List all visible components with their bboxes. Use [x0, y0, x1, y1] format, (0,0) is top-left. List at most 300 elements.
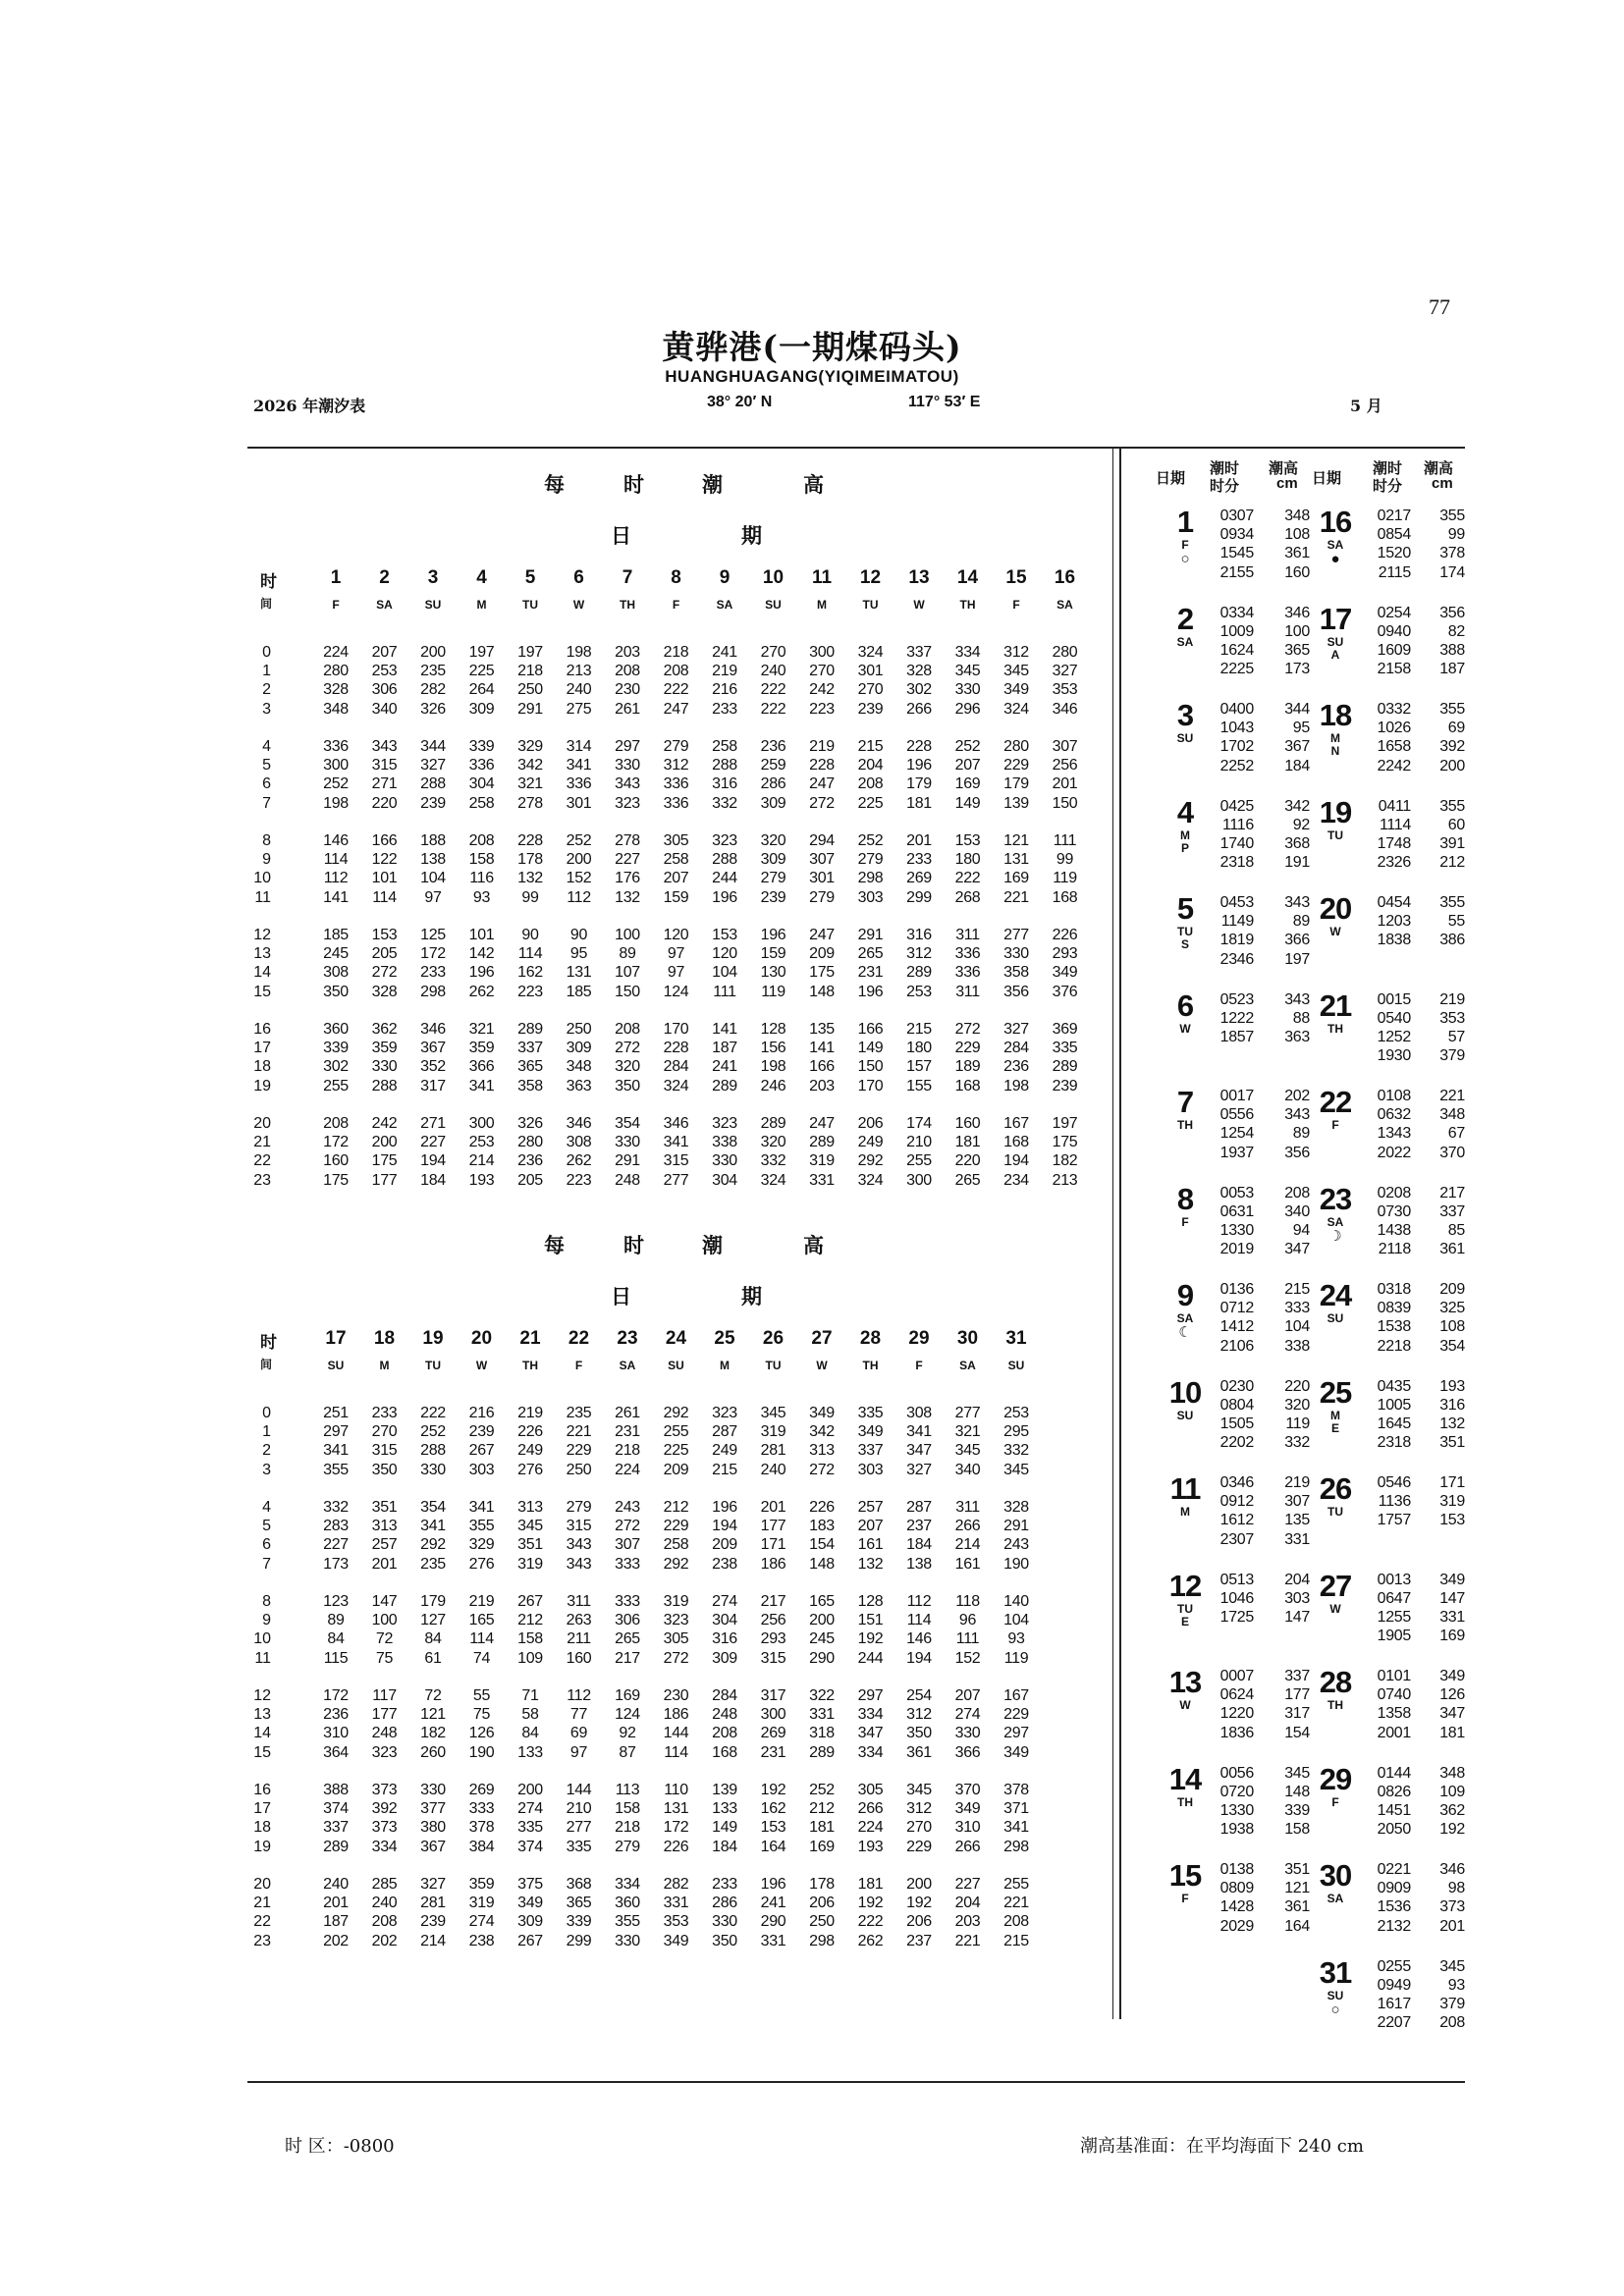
tide-height-cell: 252	[954, 738, 981, 755]
tide-heights: 348 108 361 160	[1284, 507, 1310, 581]
tide-height-cell: 207	[663, 870, 689, 887]
tide-height-cell: 208	[615, 663, 640, 680]
weekday: M	[476, 598, 487, 612]
tide-times: 0346 0912 1612 2307	[1219, 1474, 1254, 1548]
hour-label: 21	[253, 1895, 271, 1912]
tide-height-cell: 188	[420, 832, 446, 849]
tide-height-cell: 218	[615, 1819, 640, 1837]
tide-height-cell: 374	[517, 1838, 543, 1855]
tide-day-number: 22	[1319, 1085, 1352, 1119]
tide-height-cell: 318	[809, 1725, 835, 1742]
tide-height-cell: 258	[663, 1536, 689, 1554]
tide-height-cell: 328	[1003, 1499, 1029, 1516]
tide-height-cell: 135	[809, 1021, 835, 1038]
hour-label: 17	[253, 1040, 271, 1057]
day-number: 20	[470, 1328, 493, 1349]
weekday: SA	[716, 598, 733, 612]
tide-weekday: TU	[1327, 1505, 1343, 1519]
tide-height-cell: 201	[906, 832, 932, 849]
tide-height-cell: 341	[906, 1423, 932, 1441]
tide-height-cell: 279	[615, 1838, 640, 1855]
tide-height-cell: 354	[615, 1115, 640, 1132]
tide-height-cell: 261	[615, 1405, 640, 1421]
tide-height-cell: 153	[371, 927, 398, 943]
tide-height-cell: 327	[906, 1461, 932, 1478]
tide-height-cell: 335	[566, 1838, 592, 1855]
tide-height-cell: 306	[615, 1612, 640, 1629]
tide-height-cell: 392	[371, 1800, 398, 1818]
tide-height-cell: 151	[857, 1612, 884, 1629]
tide-height-cell: 324	[760, 1171, 786, 1189]
tide-height-cell: 313	[809, 1442, 835, 1460]
section-header-char: 每	[544, 472, 565, 497]
day-number: 6	[573, 567, 584, 588]
tide-height-cell: 312	[663, 757, 689, 774]
tide-height-cell: 285	[371, 1876, 398, 1893]
tide-height-cell: 132	[615, 888, 640, 906]
tide-height-cell: 305	[663, 1630, 689, 1648]
tide-height-cell: 158	[517, 1630, 543, 1648]
tide-height-cell: 280	[323, 663, 349, 680]
tide-height-cell: 323	[712, 1115, 737, 1132]
row-label-time: 间	[260, 1358, 273, 1371]
tide-height-cell: 99	[1056, 851, 1074, 869]
tide-height-cell: 336	[663, 794, 689, 812]
tide-height-cell: 203	[615, 644, 640, 661]
hour-label: 19	[253, 1077, 271, 1095]
tide-height-cell: 369	[1052, 1021, 1078, 1038]
row-label-hour: 时	[260, 572, 277, 592]
tide-height-cell: 324	[663, 1077, 689, 1095]
tide-height-cell: 72	[424, 1687, 442, 1704]
tide-height-cell: 323	[371, 1743, 398, 1761]
tide-weekday: SA	[1326, 1214, 1344, 1229]
tide-height-cell: 284	[663, 1058, 689, 1076]
tide-height-cell: 262	[857, 1932, 884, 1949]
tide-heights: 355 99 378 174	[1439, 507, 1465, 581]
tide-height-cell: 316	[712, 775, 737, 793]
tide-height-cell: 96	[958, 1612, 977, 1629]
day-number: 29	[908, 1328, 930, 1349]
tide-height-cell: 201	[371, 1555, 398, 1573]
day-number: 18	[373, 1328, 396, 1349]
tide-height-cell: 304	[712, 1612, 737, 1629]
tide-height-cell: 209	[712, 1536, 737, 1554]
tide-height-cell: 332	[712, 794, 737, 812]
tide-height-cell: 252	[857, 832, 884, 849]
tide-height-cell: 247	[809, 775, 835, 793]
weekday: TH	[862, 1359, 879, 1372]
tide-weekday: W	[1179, 1021, 1191, 1036]
tide-heights: 221 348 67 370	[1439, 1088, 1465, 1161]
tide-height-cell: 209	[663, 1461, 689, 1478]
tide-height-cell: 341	[420, 1518, 446, 1535]
tide-height-cell: 340	[954, 1461, 981, 1478]
tide-height-cell: 148	[809, 983, 835, 1000]
hour-label: 23	[253, 1171, 271, 1189]
tide-height-cell: 226	[517, 1423, 543, 1441]
tide-height-cell: 58	[521, 1706, 539, 1724]
weekday: SA	[959, 1359, 976, 1372]
tide-height-cell: 258	[663, 851, 689, 869]
tide-height-cell: 171	[760, 1536, 786, 1554]
tide-height-cell: 272	[809, 794, 835, 812]
tide-height-cell: 345	[760, 1405, 786, 1421]
section-header-char: 潮	[702, 1233, 723, 1257]
tide-height-cell: 178	[517, 851, 543, 869]
tide-height-cell: 233	[906, 851, 932, 869]
tide-height-cell: 172	[420, 945, 446, 963]
tide-height-cell: 308	[566, 1134, 592, 1151]
date-header-char: 期	[741, 523, 762, 548]
tide-height-cell: 179	[1003, 775, 1029, 793]
tide-height-cell: 208	[663, 663, 689, 680]
day-number: 19	[422, 1328, 444, 1349]
tide-height-cell: 330	[615, 1134, 640, 1151]
tide-heights: 349 126 347 181	[1439, 1668, 1465, 1741]
tide-height-cell: 71	[521, 1687, 539, 1704]
tide-heights: 343 89 366 197	[1284, 894, 1310, 968]
day-number: 4	[476, 567, 487, 588]
tide-times: 0400 1043 1702 2252	[1219, 701, 1254, 774]
tide-height-cell: 253	[468, 1134, 495, 1151]
tide-height-cell: 233	[420, 964, 446, 982]
latitude: 38° 20′ N	[707, 394, 773, 410]
tide-height-cell: 223	[566, 1171, 592, 1189]
tide-height-cell: 184	[712, 1838, 737, 1855]
tide-day-number: 31	[1319, 1954, 1352, 1990]
tide-weekday: SU	[1176, 1408, 1194, 1422]
tide-height-cell: 331	[809, 1171, 835, 1189]
tide-height-cell: 119	[761, 983, 785, 1000]
hour-label: 18	[253, 1819, 271, 1837]
tide-height-cell: 253	[1003, 1405, 1029, 1421]
tide-height-cell: 299	[906, 888, 932, 906]
tide-height-cell: 329	[468, 1536, 495, 1554]
weekday: TU	[425, 1359, 441, 1372]
hour-label: 8	[262, 832, 271, 849]
day-number: 2	[379, 567, 390, 588]
day-number: 24	[665, 1328, 687, 1349]
tide-weekday: M P	[1180, 828, 1190, 855]
tide-height-cell: 310	[954, 1819, 981, 1837]
tide-height-cell: 170	[663, 1021, 689, 1038]
tide-height-cell: 200	[517, 1782, 543, 1798]
tide-height-cell: 253	[906, 983, 932, 1000]
tide-heights: 345 148 339 158	[1284, 1764, 1310, 1839]
tide-height-cell: 206	[857, 1115, 884, 1132]
tide-height-cell: 319	[760, 1423, 786, 1441]
tide-height-cell: 226	[663, 1838, 689, 1855]
tide-height-cell: 215	[1003, 1932, 1029, 1949]
tide-height-cell: 239	[468, 1423, 495, 1441]
tide-height-cell: 173	[323, 1555, 349, 1573]
tide-height-cell: 269	[468, 1782, 495, 1798]
tide-height-cell: 218	[663, 644, 689, 661]
tide-height-cell: 213	[566, 663, 592, 680]
tide-height-cell: 279	[809, 888, 835, 906]
tide-height-cell: 324	[1003, 700, 1029, 718]
tide-height-cell: 181	[954, 1134, 981, 1151]
tide-height-cell: 208	[857, 775, 884, 793]
tide-height-cell: 255	[663, 1423, 689, 1441]
header-height-right: 潮高	[1424, 459, 1454, 477]
tide-height-cell: 221	[566, 1423, 592, 1441]
hour-label: 21	[253, 1134, 271, 1151]
tide-height-cell: 354	[420, 1499, 446, 1516]
tide-height-cell: 214	[468, 1152, 495, 1170]
tide-height-cell: 246	[760, 1077, 786, 1095]
tide-height-cell: 320	[760, 832, 786, 849]
tide-height-cell: 168	[712, 1743, 737, 1761]
hour-label: 7	[262, 1555, 271, 1573]
tide-height-cell: 201	[323, 1895, 349, 1912]
tide-height-cell: 97	[667, 945, 685, 963]
tide-height-cell: 97	[667, 964, 685, 982]
day-number: 7	[622, 567, 633, 588]
tide-height-cell: 317	[760, 1687, 786, 1704]
weekday: TU	[862, 598, 879, 612]
tide-height-cell: 141	[712, 1021, 737, 1038]
tide-height-cell: 351	[371, 1499, 398, 1516]
tide-height-cell: 175	[371, 1152, 398, 1170]
tide-day-number: 19	[1319, 794, 1352, 829]
tide-height-cell: 309	[760, 851, 786, 869]
tide-height-cell: 200	[420, 644, 446, 661]
tide-height-cell: 341	[468, 1077, 495, 1095]
tide-height-cell: 216	[468, 1405, 495, 1421]
tide-height-cell: 355	[468, 1518, 495, 1535]
section-header-char: 时	[623, 1233, 644, 1257]
hour-label: 5	[262, 757, 271, 774]
tide-times: 0523 1222 1857	[1219, 990, 1254, 1045]
tide-height-cell: 335	[857, 1405, 884, 1421]
tide-height-cell: 257	[857, 1499, 884, 1516]
tide-day-number: 24	[1319, 1278, 1352, 1312]
tide-height-cell: 109	[517, 1649, 543, 1667]
tide-height-cell: 336	[663, 775, 689, 793]
tide-height-cell: 350	[712, 1932, 737, 1949]
tide-height-cell: 334	[615, 1876, 640, 1893]
tide-height-cell: 101	[371, 870, 398, 887]
tide-height-cell: 169	[1003, 870, 1029, 887]
tide-height-cell: 193	[468, 1171, 495, 1189]
tide-height-cell: 127	[420, 1612, 446, 1629]
tide-height-cell: 349	[517, 1895, 543, 1912]
column-divider-inner	[1112, 447, 1113, 2019]
tide-height-cell: 223	[517, 983, 543, 1000]
tide-height-cell: 169	[954, 775, 981, 793]
tide-height-cell: 114	[664, 1743, 688, 1761]
tide-height-cell: 177	[371, 1171, 398, 1189]
tide-height-cell: 305	[663, 832, 689, 849]
tide-height-cell: 330	[954, 1725, 981, 1742]
tide-height-cell: 242	[371, 1115, 398, 1132]
tide-height-cell: 181	[857, 1876, 884, 1893]
tide-height-cell: 235	[566, 1405, 592, 1421]
tide-height-cell: 284	[712, 1687, 737, 1704]
weekday: TU	[522, 598, 538, 612]
tide-height-cell: 332	[760, 1152, 786, 1170]
tide-height-cell: 331	[663, 1895, 689, 1912]
tide-height-cell: 346	[1052, 700, 1078, 718]
tide-day-number: 15	[1168, 1858, 1202, 1893]
tide-height-cell: 370	[954, 1782, 981, 1798]
tide-height-cell: 229	[566, 1442, 592, 1460]
tide-height-cell: 314	[566, 738, 592, 755]
section-header-char: 每	[544, 1233, 565, 1257]
tide-times: 0334 1009 1624 2225	[1219, 604, 1254, 678]
tide-height-cell: 202	[323, 1932, 349, 1949]
tide-height-cell: 267	[517, 1932, 543, 1949]
tide-height-cell: 198	[1003, 1077, 1029, 1095]
tide-height-cell: 297	[615, 738, 640, 755]
tide-height-cell: 270	[906, 1819, 932, 1837]
tide-height-cell: 185	[323, 927, 349, 943]
tide-height-cell: 360	[323, 1021, 349, 1038]
tide-height-cell: 100	[371, 1612, 398, 1629]
tide-height-cell: 229	[1003, 1706, 1029, 1724]
tide-height-cell: 144	[663, 1725, 689, 1742]
tide-height-cell: 206	[906, 1913, 932, 1931]
tide-height-cell: 187	[712, 1040, 737, 1057]
tide-day-number: 27	[1319, 1568, 1352, 1603]
tide-height-cell: 121	[1003, 832, 1029, 849]
tide-height-cell: 288	[420, 775, 446, 793]
tide-height-cell: 313	[371, 1518, 398, 1535]
tide-height-cell: 92	[619, 1725, 636, 1742]
tide-weekday: TU E	[1177, 1601, 1193, 1629]
tide-height-cell: 241	[712, 1058, 737, 1076]
tide-height-cell: 112	[567, 888, 591, 906]
tide-weekday: SU	[1326, 1311, 1344, 1325]
tide-height-cell: 225	[468, 663, 495, 680]
tide-height-cell: 90	[569, 927, 588, 943]
tide-height-cell: 353	[1052, 681, 1078, 699]
tide-times: 0101 0740 1358 2001	[1377, 1668, 1411, 1741]
tide-height-cell: 345	[906, 1782, 932, 1798]
tide-heights: 344 95 367 184	[1284, 701, 1310, 774]
tide-height-cell: 229	[663, 1518, 689, 1535]
tide-height-cell: 216	[712, 681, 737, 699]
tide-heights: 346 100 365 173	[1284, 604, 1310, 678]
tide-height-cell: 84	[327, 1630, 345, 1648]
tide-height-cell: 206	[809, 1895, 835, 1912]
tide-height-cell: 378	[1003, 1782, 1029, 1798]
tide-times: 0435 1005 1645 2318	[1377, 1377, 1411, 1452]
tide-height-cell: 340	[371, 700, 398, 718]
tide-height-cell: 228	[906, 738, 932, 755]
tide-height-cell: 208	[371, 1913, 398, 1931]
tide-heights: 356 82 388 187	[1439, 604, 1465, 678]
tide-height-cell: 266	[857, 1800, 884, 1818]
tide-height-cell: 93	[1007, 1630, 1025, 1648]
tide-height-cell: 159	[760, 945, 786, 963]
tide-height-cell: 237	[906, 1932, 932, 1949]
tide-day-number: 23	[1319, 1181, 1352, 1216]
tide-height-cell: 334	[954, 644, 981, 661]
header-height-left: 潮高	[1269, 459, 1299, 477]
day-number: 22	[568, 1328, 590, 1349]
tide-height-cell: 300	[906, 1171, 932, 1189]
tide-height-cell: 349	[1052, 964, 1078, 982]
tide-height-cell: 309	[566, 1040, 592, 1057]
tide-height-cell: 332	[323, 1499, 349, 1516]
tide-height-cell: 240	[323, 1876, 349, 1893]
tide-times: 0056 0720 1330 1938	[1219, 1764, 1254, 1839]
tide-height-cell: 209	[809, 945, 835, 963]
tide-times: 0453 1149 1819 2346	[1219, 894, 1254, 968]
tide-heights: 217 337 85 361	[1439, 1184, 1465, 1258]
tide-height-cell: 286	[712, 1895, 737, 1912]
tide-height-cell: 266	[954, 1518, 981, 1535]
tide-height-cell: 234	[1003, 1171, 1029, 1189]
tide-height-cell: 324	[857, 644, 884, 661]
tide-height-cell: 233	[712, 1876, 737, 1893]
tide-height-cell: 339	[566, 1913, 592, 1931]
weekday: TU	[765, 1359, 782, 1372]
tide-heights: 219 307 135 331	[1284, 1474, 1310, 1548]
tide-height-cell: 77	[569, 1706, 588, 1724]
tide-times: 0013 0647 1255 1905	[1377, 1571, 1411, 1645]
tide-height-cell: 291	[517, 700, 543, 718]
tide-height-cell: 345	[1003, 1461, 1029, 1478]
tide-height-cell: 124	[615, 1706, 640, 1724]
tide-height-cell: 219	[712, 663, 737, 680]
tide-height-cell: 350	[906, 1725, 932, 1742]
tide-height-cell: 212	[663, 1499, 689, 1516]
tide-height-cell: 275	[566, 700, 592, 718]
tide-height-cell: 360	[615, 1895, 640, 1912]
tide-height-cell: 203	[954, 1913, 981, 1931]
section-header-char: 潮	[702, 472, 723, 497]
tide-height-cell: 153	[760, 1819, 786, 1837]
tide-height-cell: 341	[566, 757, 592, 774]
tide-height-cell: 238	[712, 1555, 737, 1573]
tide-height-cell: 97	[424, 888, 442, 906]
tide-times: 0546 1136 1757	[1377, 1474, 1411, 1529]
tide-height-cell: 335	[517, 1819, 543, 1837]
tide-day-number: 28	[1319, 1665, 1352, 1699]
tide-height-cell: 212	[809, 1800, 835, 1818]
hour-label: 9	[262, 851, 271, 869]
tide-height-cell: 332	[1003, 1442, 1029, 1460]
tide-height-cell: 111	[1053, 832, 1077, 849]
tide-height-cell: 227	[323, 1536, 349, 1554]
tide-height-cell: 323	[712, 832, 737, 849]
tide-height-cell: 182	[420, 1725, 446, 1742]
tide-height-cell: 168	[1052, 888, 1078, 906]
tide-height-cell: 245	[809, 1630, 835, 1648]
tide-height-cell: 289	[712, 1077, 737, 1095]
tide-height-cell: 219	[468, 1593, 495, 1610]
tide-height-cell: 150	[615, 983, 640, 1000]
tide-times: 0513 1046 1725	[1219, 1571, 1254, 1626]
tide-day-number: 29	[1319, 1761, 1352, 1796]
tide-heights: 215 333 104 338	[1284, 1281, 1310, 1355]
tide-height-cell: 121	[420, 1706, 446, 1724]
tide-height-cell: 239	[1052, 1077, 1078, 1095]
tide-height-cell: 87	[619, 1743, 636, 1761]
tide-height-cell: 138	[906, 1555, 932, 1573]
tide-height-cell: 337	[517, 1040, 543, 1057]
tide-height-cell: 233	[371, 1405, 398, 1421]
hour-label: 10	[253, 1630, 271, 1648]
tide-height-cell: 294	[809, 832, 835, 849]
tide-height-cell: 222	[760, 681, 786, 699]
tide-height-cell: 189	[954, 1058, 981, 1076]
tide-heights: 351 121 361 164	[1284, 1861, 1310, 1935]
